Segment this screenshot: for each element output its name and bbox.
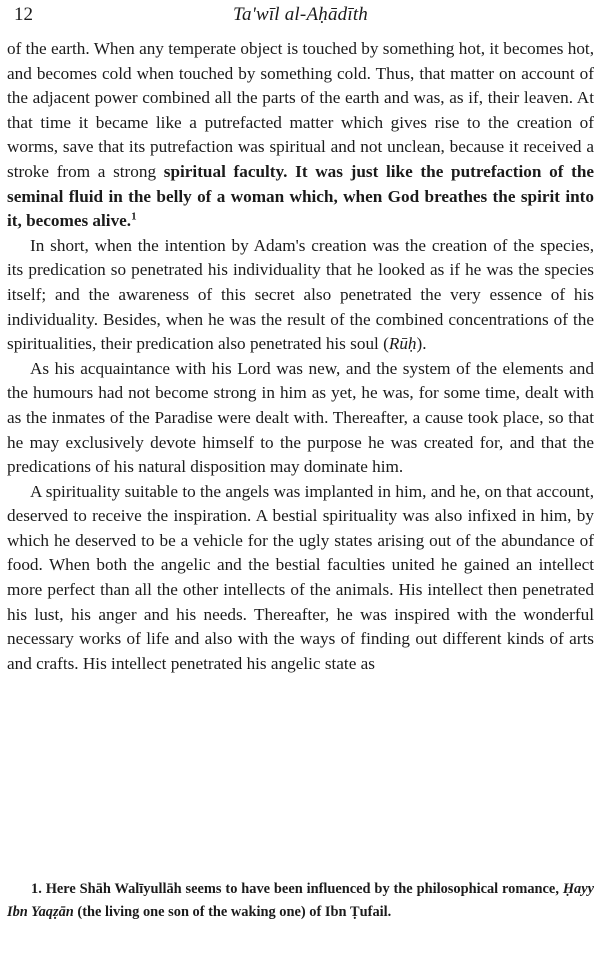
footnote-1 xyxy=(7,878,594,923)
paragraph-4 xyxy=(7,480,594,677)
footnote-italic-title: Ḥayy Ibn Yaqẓān xyxy=(7,881,594,920)
body-text xyxy=(7,37,594,676)
paragraph-2-italic-word: Rūḥ xyxy=(388,334,417,354)
running-title: Ta'wīl al-Aḥādīth xyxy=(232,4,369,25)
paragraph-2 xyxy=(7,234,594,357)
paragraph-3 xyxy=(7,357,594,480)
footnote-reference: 1 xyxy=(131,210,137,223)
paragraph-4-text: A spirituality suitable to the angels was implanted in him, and he, on that account, deserved to receive the inspiration. A bestial spirituality was also infixed in him, by which he deserved to be a vehicle for the ugly states arising out of the abundance of food. When both the angelic and the bestial faculties united he gained an intellect more perfect than all the other intellects of the animals. His intellect then penetrated his lust, his anger and his needs. Thereafter, he was inspired with the wonderful necessary works of life and also with the ways of finding out different kinds of arts and crafts. His intellect penetrated his angelic state as xyxy=(7,481,594,673)
paragraph-1-text: of the earth. When any temperate object is touched by something hot, it becomes hot, and becomes cold when touched by something cold. Thus, that matter on account of the adjacent power combined all the parts of the earth and was, as if, their leaven. At that time it became like a putrefacted matter which gives rise to the creation of worms, save that its putrefaction was spiritual and not unclean, because it received a stroke from a strong xyxy=(7,39,594,181)
paragraph-1 xyxy=(7,37,594,234)
page-header xyxy=(7,0,594,34)
paragraph-1-bold-text: spiritual faculty. It was just like the putrefaction of the seminal fluid in the belly of a woman which, when God breathes the spirit into it, becomes alive. xyxy=(7,161,595,231)
paragraph-2-text-after: ). xyxy=(416,334,427,354)
footnote-number: 1. xyxy=(31,881,42,897)
page-number: 12 xyxy=(14,4,33,25)
footnote-text-after: (the living one son of the waking one) of Ibn Ṭufail. xyxy=(77,903,392,920)
paragraph-2-text: In short, when the intention by Adam's creation was the creation of the species, its predication so penetrated his individuality that he looked as if he was the species itself; and the awareness of this secret also penetrated the very essence of his individuality. Besides, when he was the result of the combined concentrations of the spiritualities, their predication also penetrated his soul ( xyxy=(7,235,594,354)
footnotes xyxy=(7,878,594,923)
footnote-text-before: Here Shāh Walīyullāh seems to have been influenced by the philosophical romance, xyxy=(45,881,559,897)
paragraph-3-text: As his acquaintance with his Lord was new, and the system of the elements and the humours had not become strong in him as yet, he was, for some time, dealt with as the inmates of the Paradise were dealt with. Thereafter, a cause took place, so that he may exclusively devote himself to the purpose he was created for, and that the predications of his natural disposition may dominate him. xyxy=(7,358,594,477)
